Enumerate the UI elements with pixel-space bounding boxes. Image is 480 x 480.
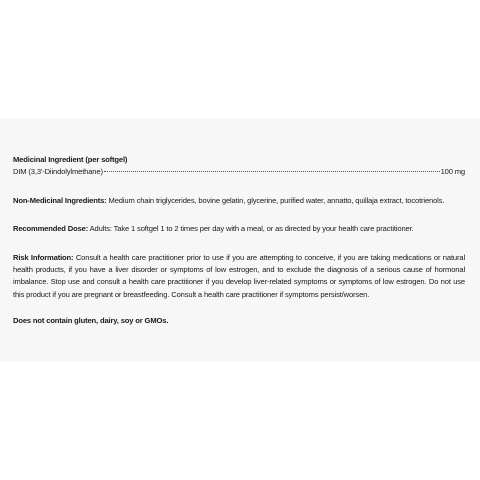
ingredient-amount: 100 mg: [440, 167, 465, 177]
medicinal-ingredient-row: [13, 166, 465, 178]
non-medicinal-text: Medium chain triglycerides, bovine gelatin, glycerine, purified water, annatto, quillaja extract, tocotrienols.: [106, 195, 445, 205]
dose-text: Adults: Take 1 softgel 1 to 2 times per day with a meal, or as directed by your health care practitioner.: [88, 224, 414, 234]
allergen-statement: Does not contain gluten, dairy, soy or GMOs.: [13, 316, 169, 326]
recommended-dose: [13, 223, 465, 235]
non-medicinal-ingredients: [13, 195, 465, 207]
risk-label: Risk Information:: [13, 252, 74, 262]
non-medicinal-label: Non-Medicinal Ingredients:: [13, 195, 107, 205]
dot-leader: [104, 171, 440, 172]
risk-information: [13, 252, 465, 302]
product-label-text: [13, 154, 465, 328]
dose-label: Recommended Dose:: [13, 224, 89, 234]
ingredient-name: DIM (3,3'-Diindolylmethane): [13, 167, 103, 177]
risk-text: Consult a health care practitioner prior to use if you are attempting to conceive, if you are taking medications or natural health products, if you have a liver disorder or symptoms of low estrogen, and to exclude the diagnosis of a serious cause of hormonal imbalance. Stop use and consult a health care practitioner if you develop liver-related symptoms or symptoms of low estrogen. Do not use this product if you are pregnant or breastfeeding. Consult a health care practitioner if symptoms persist/worsen.: [13, 252, 465, 299]
medicinal-ingredient-heading: Medicinal Ingredient (per softgel): [13, 155, 128, 164]
